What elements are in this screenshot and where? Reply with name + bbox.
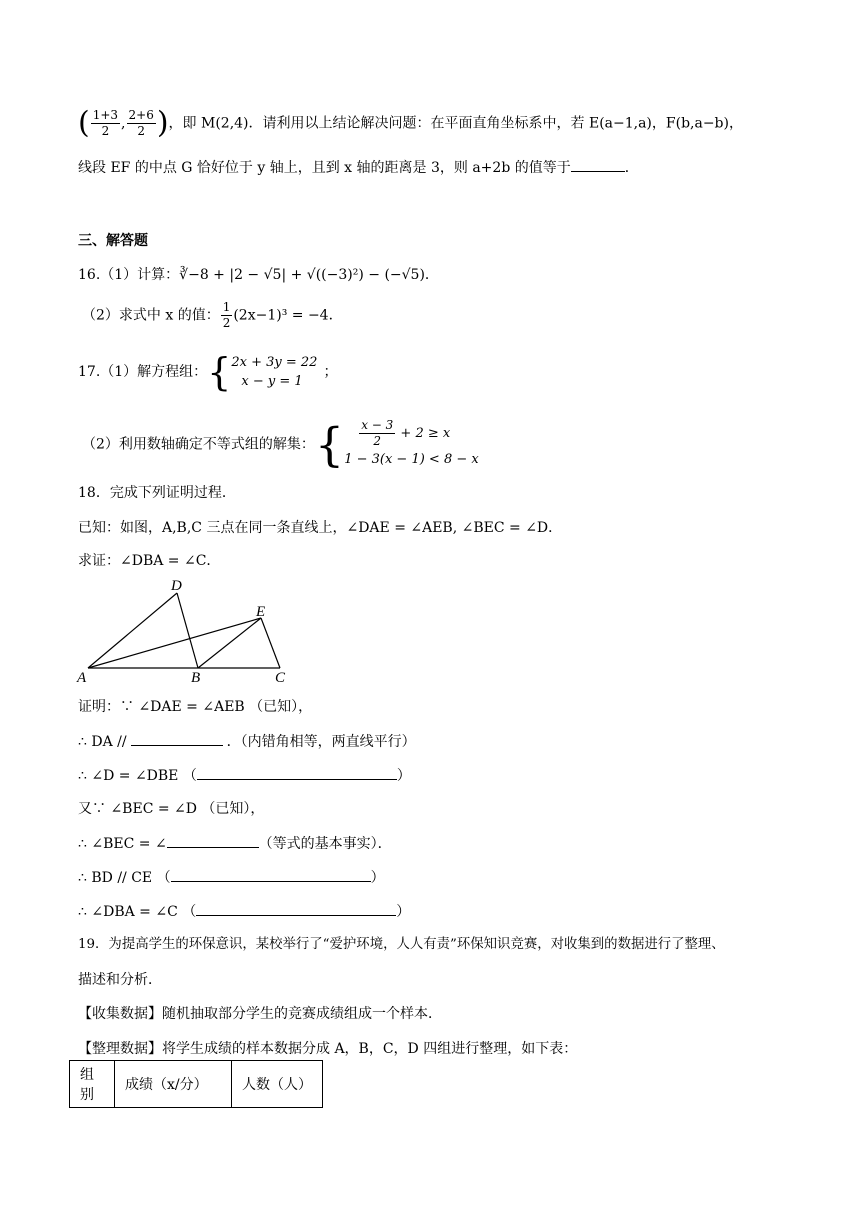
q15-line1-text: ，即 M(2,4)．请利用以上结论解决问题：在平面直角坐标系中，若 E(a−1,a)，F(b,a−b)， <box>168 115 743 132</box>
q16-part2: （2）求式中 x 的值： $\frac{1}{2}$ (2x−1)³ = −4． <box>82 300 343 330</box>
proof-step: 证明：∵ ∠DAE = ∠AEB （已知）， <box>78 699 313 715</box>
proof-step: ∴ ∠BEC = ∠ （等式的基本事实）． <box>78 833 392 854</box>
fraction: $\frac{1}{2}$ <box>222 300 231 330</box>
q16-part1: 16.（1）计算：∛−8 + |2 − √5| + √((−3)²) − (−√5)． <box>78 267 439 283</box>
label-C: C <box>275 670 286 686</box>
answer-blank[interactable] <box>571 157 625 172</box>
proof-step: ∴ DA // ．（内错角相等，两直线平行） <box>78 731 416 752</box>
label-B: B <box>191 670 201 686</box>
q18-title: 18．完成下列证明过程． <box>78 485 236 501</box>
q19-organize: 【整理数据】将学生成绩的样本数据分成 A，B，C，D 四组进行整理，如下表： <box>78 1041 578 1057</box>
q17-part2: （2）利用数轴确定不等式组的解集：{ $\frac{x - 3}{2}$ + 2 ≥ x 1 − 3(x − 1) < 8 − x <box>82 417 479 472</box>
label-D: D <box>171 578 182 594</box>
proof-blank[interactable] <box>167 833 259 848</box>
table-header-row <box>70 1061 323 1108</box>
q18-prove: 求证：∠DBA = ∠C． <box>78 553 221 569</box>
segment-DB <box>177 593 198 668</box>
segment-AD <box>88 593 177 668</box>
fraction: $\frac{2+6}{2}$ <box>128 108 154 138</box>
table-header-cell: 人数（人） <box>232 1061 323 1108</box>
equation-system: 2x + 3y = 22 x − y = 1 <box>231 355 318 389</box>
segment-AE <box>88 618 261 668</box>
proof-step: 又∵ ∠BEC = ∠D （已知）， <box>78 801 265 817</box>
inequality-system: $\frac{x - 3}{2}$ + 2 ≥ x 1 − 3(x − 1) < 8 − x <box>344 418 479 467</box>
section-title: 三、解答题 <box>78 233 148 249</box>
q19-line2: 描述和分析． <box>78 972 162 988</box>
label-A: A <box>77 670 87 686</box>
q19-line1: 19．为提高学生的环保意识，某校举行了“爱护环境，人人有责”环保知识竞赛，对收集到的数据进行了整理、 <box>78 937 725 952</box>
fraction: $\frac{x - 3}{2}$ <box>361 418 394 448</box>
fraction: $\frac{1+3}{2}$ <box>92 108 119 138</box>
segment-BE <box>198 618 261 668</box>
left-paren: ( <box>78 105 90 141</box>
proof-step: ∴ ∠D = ∠DBE （ ） <box>78 765 411 786</box>
q17-part1: 17.（1）解方程组：{ 2x + 3y = 22 x − y = 1 ； <box>78 350 338 394</box>
proof-step: ∴ ∠DBA = ∠C （ ） <box>78 901 410 922</box>
proof-step: ∴ BD // CE （ ） <box>78 867 385 888</box>
q15-line1: ( $\frac{1+3}{2}$ , $\frac{2+6}{2}$ )，即 M(2,4)．请利用以上结论解决问题：在平面直角坐标系中，若 E(a−1,a)，F(b,a−b)， <box>78 105 743 141</box>
brace: { <box>207 350 232 394</box>
segment-EC <box>261 618 280 668</box>
label-E: E <box>256 604 266 620</box>
proof-blank[interactable] <box>197 765 397 780</box>
proof-blank[interactable] <box>131 731 223 746</box>
table-header-cell: 成绩（x/分） <box>115 1061 232 1108</box>
q19-collect: 【收集数据】随机抽取部分学生的竞赛成绩组成一个样本． <box>78 1006 442 1022</box>
q15-line2: 线段 EF 的中点 G 恰好位于 y 轴上，且到 x 轴的距离是 3，则 a+2b 的值等于 ． <box>78 157 639 178</box>
geometry-figure <box>70 575 300 687</box>
proof-blank[interactable] <box>171 867 371 882</box>
score-table <box>69 1060 323 1108</box>
proof-blank[interactable] <box>196 901 396 916</box>
q18-given: 已知：如图，A,B,C 三点在同一条直线上，∠DAE = ∠AEB, ∠BEC = ∠D． <box>78 520 563 536</box>
right-paren: ) <box>156 105 169 141</box>
table-header-cell: 组别 <box>70 1061 115 1108</box>
brace: { <box>314 417 345 472</box>
